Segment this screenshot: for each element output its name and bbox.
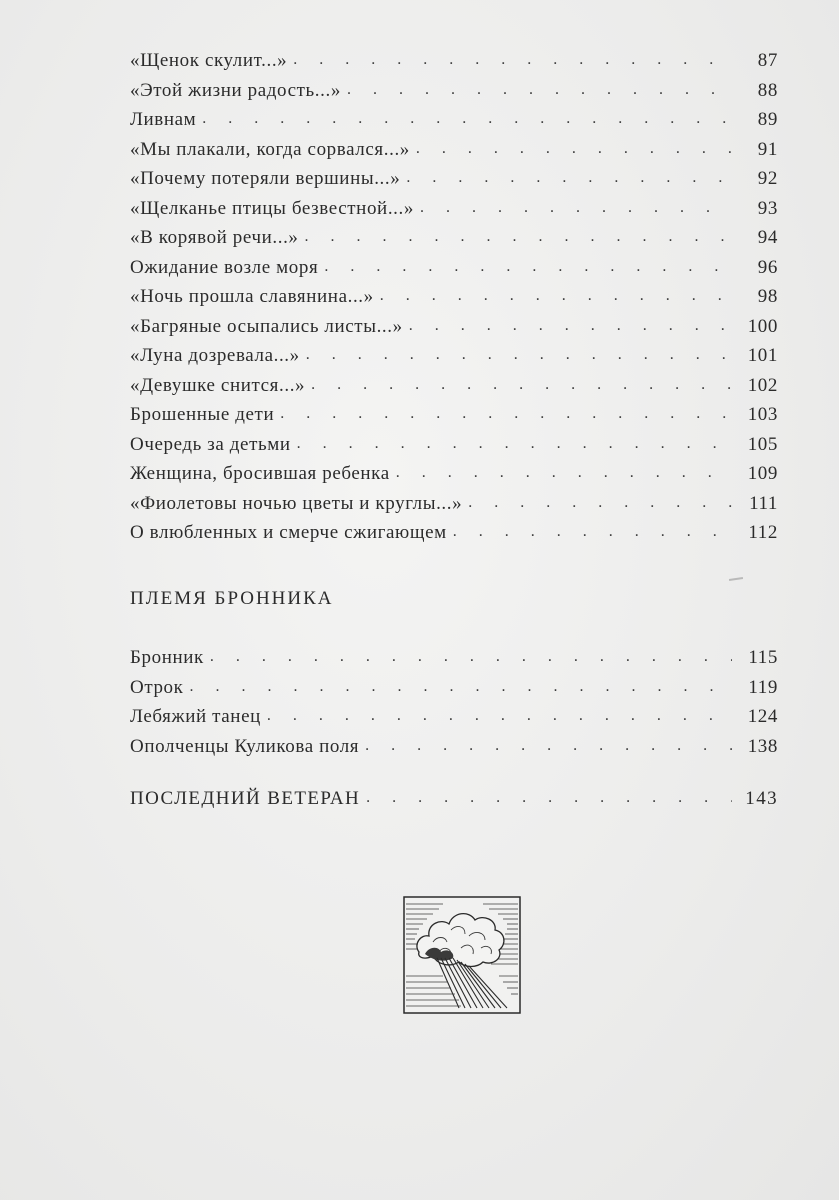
toc-entry[interactable] xyxy=(130,522,778,552)
dot-leader xyxy=(396,461,732,480)
toc-entry-page: 93 xyxy=(757,197,778,219)
page-mark xyxy=(729,577,743,581)
toc-entry-page: 87 xyxy=(757,50,778,71)
dot-leader xyxy=(409,314,732,333)
toc-entry-title: «Ночь прошла славянина...» xyxy=(130,286,374,307)
toc-entry-page: 89 xyxy=(757,109,778,130)
dot-leader xyxy=(380,284,732,303)
toc-entry[interactable] xyxy=(130,168,778,198)
toc-entry-page: 138 xyxy=(747,735,778,757)
section-heading: ПЛЕМЯ БРОННИКА xyxy=(130,588,334,609)
dot-leader xyxy=(210,645,732,664)
toc-entry-title: Брошенные дети xyxy=(130,404,275,425)
toc-entry-title: Бронник xyxy=(130,647,204,668)
dot-leader xyxy=(190,675,733,694)
dot-leader xyxy=(297,432,732,451)
dot-leader xyxy=(416,137,732,156)
dot-leader xyxy=(365,734,732,753)
toc-entry-title: «Фиолетовы ночью цветы и круглы...» xyxy=(130,492,463,514)
toc-entry-page: 88 xyxy=(757,79,778,101)
dot-leader xyxy=(420,196,732,215)
dot-leader xyxy=(267,704,732,723)
toc-entry-title: Лебяжий танец xyxy=(130,706,261,727)
toc-entry-title: Ливнам xyxy=(130,109,197,130)
dot-leader xyxy=(347,78,732,97)
final-entry-block xyxy=(130,788,778,818)
toc-entry[interactable] xyxy=(130,647,778,677)
table-of-contents xyxy=(130,50,778,552)
toc-entry-page: 119 xyxy=(748,676,778,698)
toc-entry-title: «Мы плакали, когда сорвался...» xyxy=(130,138,410,160)
toc-entry-title: «Луна дозревала...» xyxy=(130,345,300,366)
toc-entry[interactable] xyxy=(130,375,778,405)
toc-entry[interactable] xyxy=(130,198,778,228)
toc-entry-page: 112 xyxy=(748,522,778,543)
toc-entry-page: 124 xyxy=(747,706,778,727)
toc-entry-page: 100 xyxy=(747,315,778,337)
dot-leader xyxy=(366,786,732,805)
dot-leader xyxy=(468,491,732,510)
toc-entry-page: 109 xyxy=(747,463,778,484)
toc-entry-title: Женщина, бросившая ребенка xyxy=(130,463,390,484)
toc-entry-title: «Этой жизни радость...» xyxy=(130,79,341,101)
toc-entry-title: Очередь за детьми xyxy=(130,433,291,455)
toc-entry-page: 96 xyxy=(757,256,778,278)
toc-entry-page: 91 xyxy=(757,138,778,160)
dot-leader xyxy=(306,343,732,362)
section-contents xyxy=(130,647,778,765)
dot-leader xyxy=(311,373,732,392)
toc-entry-title: О влюбленных и смерче сжигающем xyxy=(130,522,447,543)
toc-entry-page: 94 xyxy=(757,227,778,248)
toc-entry-page: 98 xyxy=(757,286,778,307)
toc-entry-title: Ожидание возле моря xyxy=(130,256,319,278)
toc-entry[interactable] xyxy=(130,736,778,766)
toc-entry-page: 101 xyxy=(747,345,778,366)
toc-entry[interactable] xyxy=(130,316,778,346)
storm-cloud-rain-engraving-icon xyxy=(403,896,521,1014)
toc-entry[interactable] xyxy=(130,404,778,434)
toc-entry-title: «Щелканье птицы безвестной...» xyxy=(130,197,414,219)
toc-entry[interactable] xyxy=(130,227,778,257)
toc-entry-page: 102 xyxy=(747,374,778,396)
dot-leader xyxy=(324,255,732,274)
toc-entry[interactable] xyxy=(130,493,778,523)
dot-leader xyxy=(293,48,732,67)
toc-entry[interactable] xyxy=(130,257,778,287)
toc-entry-page: 105 xyxy=(747,433,778,455)
toc-entry[interactable] xyxy=(130,706,778,736)
dot-leader xyxy=(280,402,732,421)
toc-entry[interactable] xyxy=(130,286,778,316)
toc-entry[interactable] xyxy=(130,80,778,110)
toc-entry-title: «Почему потеряли вершины...» xyxy=(130,168,401,189)
toc-entry[interactable] xyxy=(130,345,778,375)
toc-entry-title: Ополченцы Куликова поля xyxy=(130,735,360,757)
toc-entry-title: «В корявой речи...» xyxy=(130,227,299,248)
dot-leader xyxy=(406,166,732,185)
toc-entry-page: 143 xyxy=(745,788,778,809)
toc-entry-page: 111 xyxy=(749,492,778,514)
toc-entry-page: 115 xyxy=(748,647,778,668)
toc-entry-title: ПОСЛЕДНИЙ ВЕТЕРАН xyxy=(130,788,361,809)
toc-entry-page: 103 xyxy=(747,404,778,425)
toc-entry-page: 92 xyxy=(757,168,778,189)
toc-entry[interactable] xyxy=(130,109,778,139)
dot-leader xyxy=(305,225,732,244)
toc-entry[interactable] xyxy=(130,788,778,818)
toc-entry[interactable] xyxy=(130,677,778,707)
toc-entry[interactable] xyxy=(130,139,778,169)
toc-entry-title: Отрок xyxy=(130,676,184,698)
toc-entry[interactable] xyxy=(130,434,778,464)
dot-leader xyxy=(202,107,732,126)
toc-entry-title: «Щенок скулит...» xyxy=(130,50,288,71)
toc-entry-title: «Девушке снится...» xyxy=(130,374,306,396)
toc-entry-title: «Багряные осыпались листы...» xyxy=(130,315,403,337)
toc-entry[interactable] xyxy=(130,463,778,493)
dot-leader xyxy=(453,520,732,539)
toc-entry[interactable] xyxy=(130,50,778,80)
